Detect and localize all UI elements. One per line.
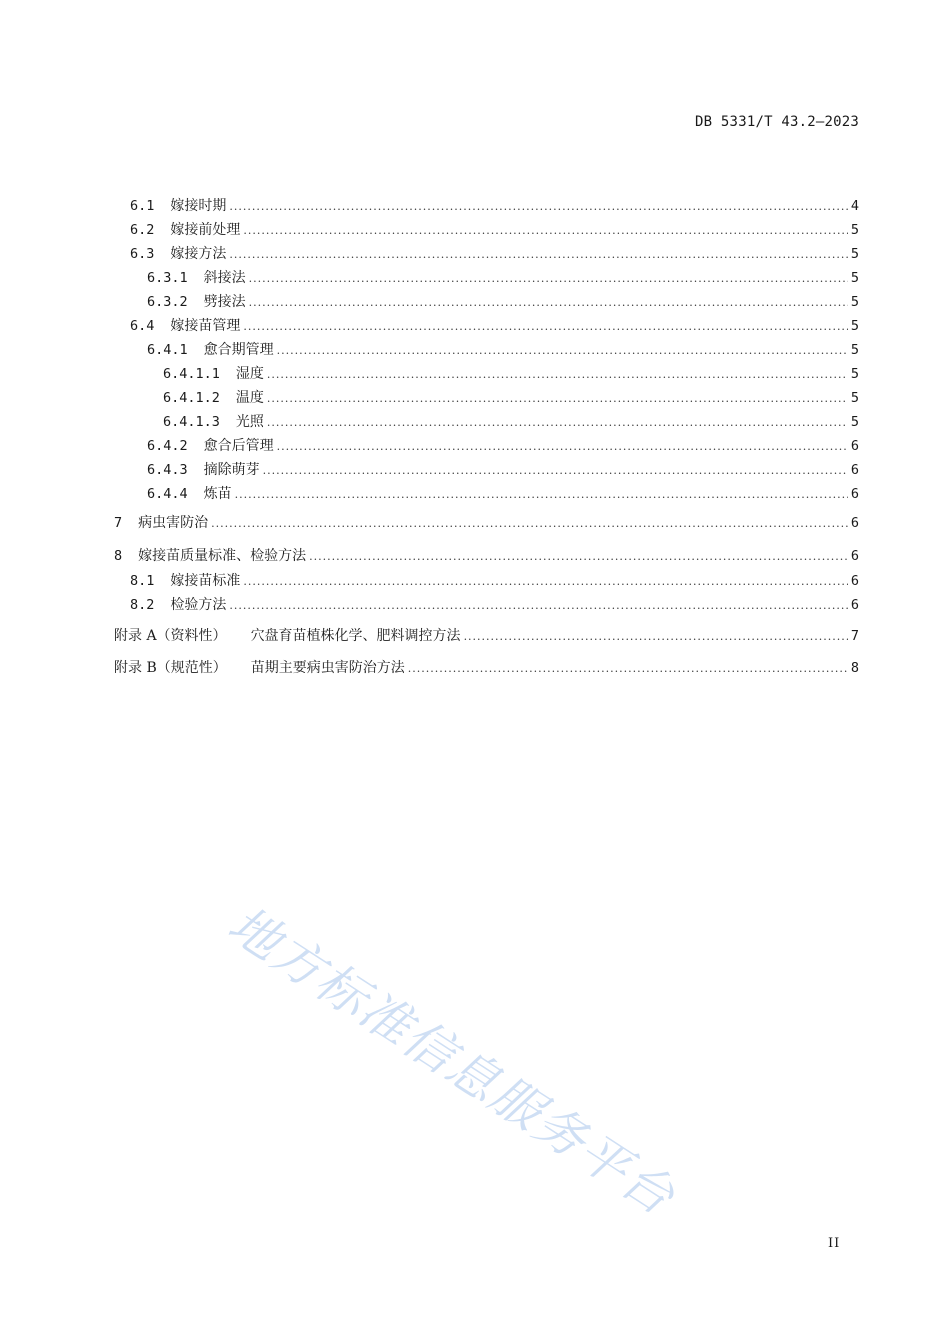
toc-entry-title: 嫁接苗标准 xyxy=(170,573,241,589)
toc-entry-page: 4 xyxy=(850,198,859,214)
annex-title: 苗期主要病虫害防治方法 xyxy=(250,660,405,676)
toc-entry-page: 6 xyxy=(850,515,859,531)
toc-entry-title: 检验方法 xyxy=(170,597,227,613)
toc-entry-title: 嫁接前处理 xyxy=(170,222,241,238)
toc-leader-dots xyxy=(243,573,847,591)
toc-entry-page: 8 xyxy=(850,660,859,676)
toc-entry-title: 嫁接苗质量标准、检验方法 xyxy=(138,548,307,564)
toc-entry-page: 6 xyxy=(850,438,859,454)
toc-entry[interactable] xyxy=(130,572,859,591)
document-code: DB 5331/T 43.2—2023 xyxy=(695,114,859,130)
toc-entry-number: 8.1 xyxy=(130,573,155,589)
toc-leader-dots xyxy=(267,366,848,384)
toc-entry[interactable] xyxy=(130,245,859,264)
toc-entry-title: 湿度 xyxy=(235,366,264,382)
page-number: II xyxy=(828,1236,841,1251)
toc-entry-number: 8 xyxy=(114,548,123,564)
toc-entry-number: 6.4.1.2 xyxy=(163,390,220,406)
toc-entry-number: 7 xyxy=(114,515,123,531)
annex-label: 附录 B（规范性） xyxy=(114,660,227,676)
toc-entry[interactable] xyxy=(147,293,859,312)
toc-entry[interactable] xyxy=(114,547,859,566)
toc-entry[interactable] xyxy=(114,514,859,533)
toc-leader-dots xyxy=(229,198,847,216)
toc-entry-page: 7 xyxy=(850,628,859,644)
toc-leader-dots xyxy=(263,462,848,480)
toc-leader-dots xyxy=(243,318,847,336)
toc-leader-dots xyxy=(267,390,848,408)
toc-entry-number: 6.4.1.3 xyxy=(163,414,220,430)
toc-entry[interactable] xyxy=(130,596,859,615)
toc-entry[interactable] xyxy=(163,413,859,432)
toc-entry-title: 炼苗 xyxy=(203,486,232,502)
toc-entry[interactable] xyxy=(163,389,859,408)
toc-entry-page: 5 xyxy=(850,390,859,406)
watermark: 地方标准信息服务平台 xyxy=(218,895,686,1227)
toc-entry[interactable] xyxy=(130,317,859,336)
toc-entry-page: 5 xyxy=(850,342,859,358)
toc-entry-page: 6 xyxy=(850,548,859,564)
toc-entry-title: 嫁接苗管理 xyxy=(170,318,241,334)
toc-entry-number: 6.3.1 xyxy=(147,270,188,286)
toc-entry-number: 6.4.4 xyxy=(147,486,188,502)
toc-entry-title: 愈合期管理 xyxy=(203,342,274,358)
toc-entry-number: 6.4.2 xyxy=(147,438,188,454)
toc-entry[interactable] xyxy=(147,269,859,288)
toc-entry-number: 6.4.1.1 xyxy=(163,366,220,382)
toc-leader-dots xyxy=(235,486,848,504)
toc-annex-entry[interactable] xyxy=(114,659,859,678)
toc-entry-page: 5 xyxy=(850,270,859,286)
toc-entry-page: 6 xyxy=(850,486,859,502)
toc-entry-title: 摘除萌芽 xyxy=(203,462,260,478)
annex-label: 附录 A（资料性） xyxy=(114,628,227,644)
toc-leader-dots xyxy=(309,548,848,566)
toc-leader-dots xyxy=(249,270,848,288)
toc-entry-title: 嫁接方法 xyxy=(170,246,227,262)
toc-entry-page: 5 xyxy=(850,246,859,262)
toc-leader-dots xyxy=(464,628,848,646)
toc-entry[interactable] xyxy=(130,221,859,240)
toc-entry-number: 6.3 xyxy=(130,246,155,262)
toc-leader-dots xyxy=(249,294,848,312)
toc-entry-page: 6 xyxy=(850,573,859,589)
toc-entry-title: 斜接法 xyxy=(203,270,246,286)
toc-annex-entry[interactable] xyxy=(114,627,859,646)
toc-entry[interactable] xyxy=(147,461,859,480)
toc-entry-number: 6.3.2 xyxy=(147,294,188,310)
toc-entry-number: 6.4.1 xyxy=(147,342,188,358)
toc-leader-dots xyxy=(267,414,848,432)
toc-entry[interactable] xyxy=(130,197,859,216)
toc-entry[interactable] xyxy=(147,485,859,504)
toc-entry-page: 5 xyxy=(850,366,859,382)
toc-entry-number: 6.2 xyxy=(130,222,155,238)
toc-entry-page: 6 xyxy=(850,462,859,478)
toc-entry-number: 8.2 xyxy=(130,597,155,613)
toc-leader-dots xyxy=(408,660,848,678)
toc-entry[interactable] xyxy=(147,437,859,456)
toc-leader-dots xyxy=(211,515,848,533)
toc-entry-title: 劈接法 xyxy=(203,294,246,310)
toc-entry-page: 5 xyxy=(850,294,859,310)
toc-entry-page: 5 xyxy=(850,222,859,238)
toc-entry-number: 6.1 xyxy=(130,198,155,214)
toc-entry-number: 6.4 xyxy=(130,318,155,334)
toc-entry[interactable] xyxy=(163,365,859,384)
toc-leader-dots xyxy=(229,597,847,615)
toc-leader-dots xyxy=(243,222,847,240)
toc-entry-page: 5 xyxy=(850,414,859,430)
toc-leader-dots xyxy=(229,246,847,264)
toc-entry-title: 光照 xyxy=(235,414,264,430)
toc-entry-number: 6.4.3 xyxy=(147,462,188,478)
toc-entry-page: 5 xyxy=(850,318,859,334)
toc-entry[interactable] xyxy=(147,341,859,360)
toc-entry-title: 温度 xyxy=(235,390,264,406)
toc-entry-title: 嫁接时期 xyxy=(170,198,227,214)
toc-entry-title: 病虫害防治 xyxy=(138,515,209,531)
toc-leader-dots xyxy=(277,438,848,456)
toc-leader-dots xyxy=(277,342,848,360)
toc-entry-title: 愈合后管理 xyxy=(203,438,274,454)
annex-title: 穴盘育苗植株化学、肥料调控方法 xyxy=(250,628,461,644)
toc-entry-page: 6 xyxy=(850,597,859,613)
